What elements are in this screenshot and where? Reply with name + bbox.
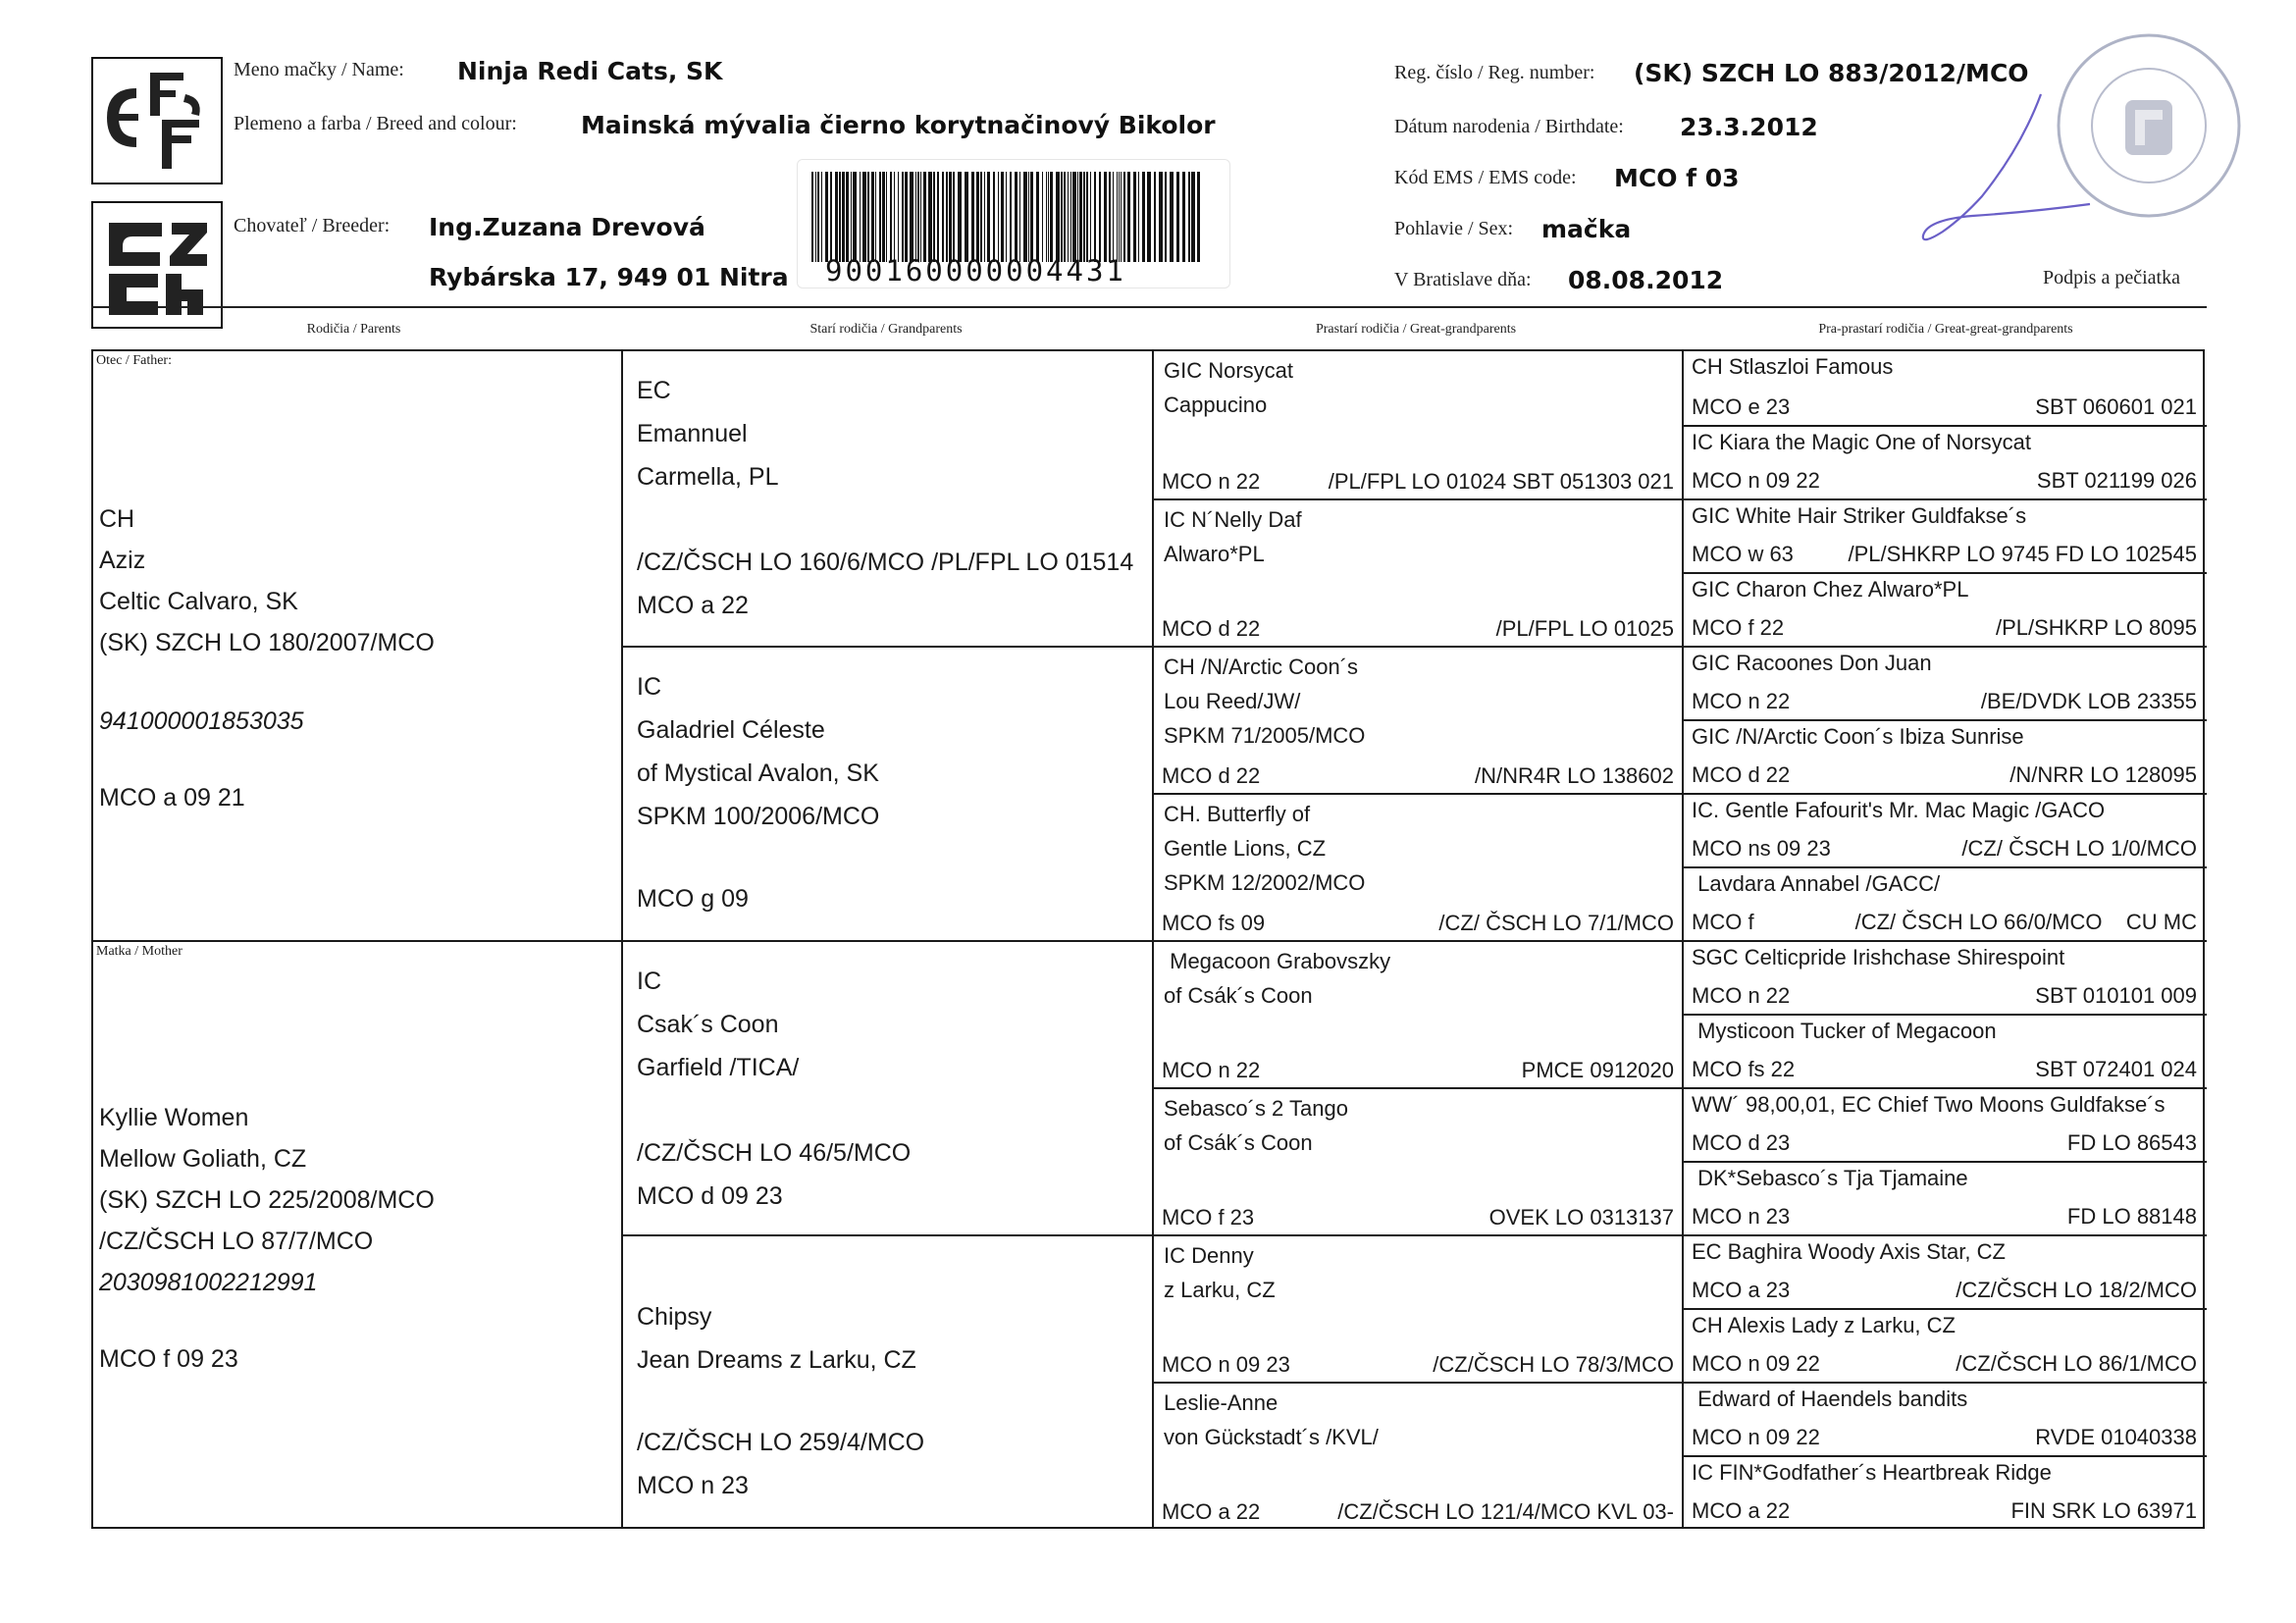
barcode-bar [1104, 172, 1107, 262]
barcode-bar [1154, 172, 1156, 262]
gp-line: of Mystical Avalon, SK [637, 759, 879, 787]
great-grandparent-cell [1154, 942, 1682, 1087]
gggp-name: GIC /N/Arctic Coon´s Ibiza Sunrise [1692, 724, 2024, 749]
header-rule [91, 306, 2207, 308]
birth-label: Dátum narodenia / Birthdate: [1394, 116, 1624, 137]
mother-cell [93, 942, 621, 1529]
barcode-bar [1015, 172, 1018, 262]
gggp-reg: /PL/SHKRP LO 8095 [1995, 615, 2197, 640]
ggp-reg: /PL/FPL LO 01025 [1495, 616, 1674, 641]
col-grandparents: Starí rodičia / Grandparents [809, 322, 963, 337]
mother-tag: Matka / Mother [96, 944, 183, 959]
gp-line: Jean Dreams z Larku, CZ [637, 1346, 916, 1374]
gggp-cell [1684, 1236, 2205, 1308]
barcode-bar [953, 172, 955, 262]
barcode-bar [815, 172, 816, 262]
gggp-cell [1684, 1016, 2205, 1087]
barcode-bar [830, 172, 832, 262]
name-label: Meno mačky / Name: [234, 59, 404, 80]
gggp-cell [1684, 351, 2205, 425]
col-great-grandparents: Prastarí rodičia / Great-grandparents [1315, 322, 1517, 337]
city-date: 08.08.2012 [1568, 266, 1724, 294]
gggp-name: GIC Racoones Don Juan [1692, 651, 1932, 675]
barcode-bar [1090, 172, 1091, 262]
barcode-bar [1023, 172, 1027, 262]
breeder-label: Chovateľ / Breeder: [234, 215, 391, 236]
barcode-bar [875, 172, 876, 262]
barcode-bars [811, 172, 1204, 262]
ggp-line: of Csák´s Coon [1164, 983, 1313, 1008]
barcode-bar [1176, 172, 1179, 262]
barcode-bar [1117, 172, 1118, 262]
ggp-line: z Larku, CZ [1164, 1278, 1276, 1302]
barcode-bar [1079, 172, 1082, 262]
birth-value: 23.3.2012 [1680, 113, 1818, 141]
ggp-reg: /PL/FPL LO 01024 SBT 051303 021 [1328, 469, 1674, 494]
gggp-reg: /PL/SHKRP LO 9745 FD LO 102545 [1848, 542, 2197, 566]
barcode-bar [976, 172, 979, 262]
barcode-bar [879, 172, 881, 262]
gggp-cell [1684, 1310, 2205, 1382]
gggp-name: IC. Gentle Fafourit's Mr. Mac Magic /GACO [1692, 798, 2106, 822]
barcode-bar [980, 172, 982, 262]
father-ems: MCO a 09 21 [99, 784, 245, 812]
sex-label: Pohlavie / Sex: [1394, 218, 1514, 239]
barcode-bar [1170, 172, 1174, 262]
great-grandparent-cell [1154, 500, 1682, 646]
barcode-bar [928, 172, 932, 262]
ggp-reg: PMCE 0912020 [1521, 1058, 1674, 1082]
gggp-name: WW´ 98,00,01, EC Chief Two Moons Guldfakse´s [1692, 1092, 2166, 1117]
gggp-name: GIC Charon Chez Alwaro*PL [1692, 577, 1969, 602]
gggp-name: Mysticoon Tucker of Megacoon [1692, 1019, 1997, 1043]
ggp-reg: /CZ/ ČSCH LO 7/1/MCO [1438, 911, 1674, 935]
ggp-ems: MCO d 22 [1162, 763, 1261, 788]
great-grandparent-cell [1154, 795, 1682, 940]
pedigree-table [91, 349, 2205, 1529]
breeder-address: Rybárska 17, 949 01 Nitra [429, 263, 789, 291]
barcode-bar [1133, 172, 1136, 262]
barcode-bar [1127, 172, 1130, 262]
ggp-ems: MCO n 09 23 [1162, 1352, 1290, 1377]
mother-reg1: (SK) SZCH LO 225/2008/MCO [99, 1186, 435, 1214]
breeder-name: Ing.Zuzana Drevová [429, 213, 705, 241]
barcode-bar [1147, 172, 1151, 262]
barcode-bar [1188, 172, 1190, 262]
barcode-bar [1119, 172, 1120, 262]
gggp-ems: MCO n 09 22 [1692, 1425, 1820, 1449]
father-reg: (SK) SZCH LO 180/2007/MCO [99, 629, 435, 656]
gggp-name: CH Alexis Lady z Larku, CZ [1692, 1313, 1956, 1337]
gp-line: MCO n 23 [637, 1472, 749, 1499]
gp-line: SPKM 100/2006/MCO [637, 803, 880, 830]
gggp-reg: /CZ/ČSCH LO 86/1/MCO [1956, 1351, 2197, 1376]
gggp-cell [1684, 574, 2205, 646]
barcode-bar [1006, 172, 1007, 262]
gggp-ems: MCO a 23 [1692, 1278, 1791, 1302]
barcode-number: 900160000004431 [825, 254, 1126, 288]
barcode-bar [920, 172, 921, 262]
great-grandparent-cell [1154, 648, 1682, 793]
father-tag: Otec / Father: [96, 353, 172, 368]
gp-line: Emannuel [637, 420, 748, 447]
ggp-reg: /CZ/ČSCH LO 121/4/MCO KVL 03- [1337, 1499, 1674, 1524]
barcode-bar [1109, 172, 1111, 262]
gggp-ems: MCO d 23 [1692, 1130, 1791, 1155]
barcode-bar [839, 172, 841, 262]
gggp-ems: MCO fs 22 [1692, 1057, 1796, 1081]
barcode-bar [998, 172, 999, 262]
barcode-bar [835, 172, 838, 262]
barcode-bar [817, 172, 819, 262]
barcode-bar [871, 172, 874, 262]
gggp-ems: MCO e 23 [1692, 394, 1791, 419]
signature [1913, 88, 2110, 255]
gggp-ems: MCO a 22 [1692, 1498, 1791, 1523]
ggp-line: Gentle Lions, CZ [1164, 836, 1327, 861]
col-great-great-grandparents: Pra-prastarí rodičia / Great-great-grandparents [1818, 322, 2073, 337]
ggp-line: IC N´Nelly Daf [1164, 507, 1302, 532]
gp-line: MCO g 09 [637, 885, 749, 913]
mother-reg2: /CZ/ČSCH LO 87/7/MCO [99, 1228, 374, 1255]
gggp-reg: RVDE 01040338 [2035, 1425, 2197, 1449]
great-grandparent-cell [1154, 351, 1682, 498]
cat-name: Ninja Redi Cats, SK [457, 57, 723, 85]
gggp-cell [1684, 942, 2205, 1014]
gp-line: MCO a 22 [637, 592, 749, 619]
gggp-name: SGC Celticpride Irishchase Shirespoint [1692, 945, 2065, 969]
barcode-bar [1036, 172, 1039, 262]
gggp-reg: FD LO 86543 [2066, 1130, 2197, 1155]
signature-scribble [1913, 88, 2110, 255]
gggp-ems: MCO n 09 22 [1692, 1351, 1820, 1376]
barcode-bar [1001, 172, 1004, 262]
barcode-bar [942, 172, 944, 262]
barcode-bar [1010, 172, 1012, 262]
gggp-ems: MCO n 23 [1692, 1204, 1791, 1229]
szch-logo [91, 201, 223, 329]
ems-value: MCO f 03 [1614, 164, 1740, 192]
barcode-bar [846, 172, 849, 262]
mother-name1: Kyllie Women [99, 1104, 249, 1131]
gggp-ems: MCO n 22 [1692, 689, 1791, 713]
barcode-bar [1028, 172, 1029, 262]
gggp-reg: SBT 072401 024 [2035, 1057, 2197, 1081]
gggp-reg: /CZ/ČSCH LO 18/2/MCO [1956, 1278, 2197, 1302]
grandparent-cell [623, 1236, 1152, 1529]
father-cell [93, 351, 621, 940]
ggp-line: Cappucino [1164, 393, 1268, 417]
great-grandparent-cell [1154, 1089, 1682, 1234]
barcode-bar [811, 172, 813, 262]
ems-label: Kód EMS / EMS code: [1394, 167, 1577, 188]
barcode-bar [958, 172, 962, 262]
gggp-reg: FIN SRK LO 63971 [2010, 1498, 2197, 1523]
gggp-ems: MCO n 22 [1692, 983, 1791, 1008]
sex-value: mačka [1541, 215, 1632, 243]
gggp-reg: /BE/DVDK LOB 23355 [1980, 689, 2197, 713]
barcode-bar [1182, 172, 1185, 262]
gggp-cell [1684, 1163, 2205, 1234]
barcode-bar [1019, 172, 1020, 262]
ggp-line: GIC Norsycat [1164, 358, 1294, 383]
barcode-bar [1046, 172, 1047, 262]
ggp-ems: MCO n 22 [1162, 1058, 1261, 1082]
gp-line: Csak´s Coon [637, 1011, 779, 1038]
barcode-bar [987, 172, 990, 262]
father-name1: Aziz [99, 547, 146, 574]
gggp-name: CH Stlaszloi Famous [1692, 354, 1894, 379]
fife-logo-icon [93, 59, 221, 183]
barcode-bar [1159, 172, 1163, 262]
barcode-bar [1048, 172, 1049, 262]
gggp-name: IC FIN*Godfather´s Heartbreak Ridge [1692, 1460, 2052, 1485]
barcode-bar [894, 172, 895, 262]
barcode-bar [1050, 172, 1053, 262]
mother-ems: MCO f 09 23 [99, 1345, 238, 1373]
barcode-bar [1083, 172, 1085, 262]
barcode-bar [1094, 172, 1096, 262]
gggp-name: DK*Sebasco´s Tja Tjamaine [1692, 1166, 1968, 1190]
barcode-bar [1030, 172, 1033, 262]
gggp-reg: SBT 060601 021 [2035, 394, 2197, 419]
barcode-bar [882, 172, 885, 262]
father-title: CH [99, 505, 135, 533]
gggp-reg: SBT 010101 009 [2035, 983, 2197, 1008]
ggp-line: IC Denny [1164, 1243, 1254, 1268]
great-grandparent-cell [1154, 1236, 1682, 1382]
barcode-bar [949, 172, 952, 262]
ggp-ems: MCO n 22 [1162, 469, 1261, 494]
ggp-line: CH. Butterfly of [1164, 802, 1311, 826]
barcode-bar [890, 172, 892, 262]
ggp-line: Alwaro*PL [1164, 542, 1265, 566]
ggp-line: Leslie-Anne [1164, 1390, 1278, 1415]
gp-line: /CZ/ČSCH LO 160/6/MCO /PL/FPL LO 01514 [637, 549, 1134, 576]
gggp-name: EC Baghira Woody Axis Star, CZ [1692, 1239, 2006, 1264]
city-label: V Bratislave dňa: [1394, 269, 1532, 290]
gp-line: IC [637, 968, 661, 995]
gggp-name: GIC White Hair Striker Guldfakse´s [1692, 503, 2027, 528]
grandparent-cell [623, 648, 1152, 940]
ggp-line: SPKM 12/2002/MCO [1164, 870, 1366, 895]
ggp-line: von Gückstadt´s /KVL/ [1164, 1425, 1379, 1449]
barcode-bar [1061, 172, 1063, 262]
gggp-cell [1684, 1457, 2205, 1529]
barcode-bar [842, 172, 845, 262]
gggp-ems: MCO f [1692, 910, 1754, 934]
szch-logo-icon [93, 203, 221, 327]
great-grandparent-cell [1154, 1384, 1682, 1529]
gggp-cell [1684, 868, 2205, 940]
ggp-line: Lou Reed/JW/ [1164, 689, 1301, 713]
ggp-reg: OVEK LO 0313137 [1488, 1205, 1674, 1230]
barcode-bar [1197, 172, 1200, 262]
gggp-cell [1684, 500, 2205, 572]
barcode-bar [1042, 172, 1043, 262]
ggp-ems: MCO a 22 [1162, 1499, 1261, 1524]
barcode-bar [905, 172, 908, 262]
barcode-bar [923, 172, 926, 262]
reg-label: Reg. číslo / Reg. number: [1394, 62, 1595, 83]
fife-logo [91, 57, 223, 184]
barcode-bar [1138, 172, 1139, 262]
gggp-name: Edward of Haendels bandits [1692, 1387, 1968, 1411]
gp-line: Chipsy [637, 1303, 712, 1331]
barcode-bar [1191, 172, 1195, 262]
barcode-bar [821, 172, 822, 262]
gggp-name: IC Kiara the Magic One of Norsycat [1692, 430, 2032, 454]
barcode-bar [898, 172, 899, 262]
barcode-bar [860, 172, 861, 262]
gggp-ems: MCO w 63 [1692, 542, 1794, 566]
gp-line: IC [637, 673, 661, 701]
mother-chip: 2030981002212991 [99, 1269, 318, 1296]
barcode-bar [1099, 172, 1101, 262]
barcode-bar [965, 172, 968, 262]
gggp-name: Lavdara Annabel /GACC/ [1692, 871, 1941, 896]
ggp-line: SPKM 71/2005/MCO [1164, 723, 1366, 748]
barcode-bar [937, 172, 939, 262]
father-name2: Celtic Calvaro, SK [99, 588, 298, 615]
barcode-bar [971, 172, 974, 262]
barcode-bar [933, 172, 935, 262]
barcode-bar [1165, 172, 1167, 262]
barcode-bar [825, 172, 828, 262]
ggp-line: of Csák´s Coon [1164, 1130, 1313, 1155]
gggp-cell [1684, 1089, 2205, 1161]
gp-line: MCO d 09 23 [637, 1182, 783, 1210]
barcode-bar [1072, 172, 1076, 262]
gp-line: /CZ/ČSCH LO 259/4/MCO [637, 1429, 925, 1456]
col-parents: Rodičia / Parents [306, 322, 401, 337]
barcode-bar [1113, 172, 1114, 262]
gggp-cell [1684, 427, 2205, 498]
gp-line: Galadriel Céleste [637, 716, 825, 744]
barcode-bar [886, 172, 887, 262]
grandparent-cell [623, 351, 1152, 646]
gggp-cell [1684, 648, 2205, 719]
reg-value: (SK) SZCH LO 883/2012/MCO [1634, 59, 2029, 87]
ggp-reg: /N/NR4R LO 138602 [1475, 763, 1674, 788]
barcode-bar [1123, 172, 1125, 262]
ggp-ems: MCO fs 09 [1162, 911, 1266, 935]
gggp-reg: SBT 021199 026 [2036, 468, 2197, 493]
gggp-reg: /N/NRR LO 128095 [2009, 762, 2197, 787]
barcode-bar [993, 172, 995, 262]
gggp-cell [1684, 795, 2205, 866]
gp-line: EC [637, 377, 671, 404]
gp-line: /CZ/ČSCH LO 46/5/MCO [637, 1139, 912, 1167]
ggp-line: CH /N/Arctic Coon´s [1164, 654, 1359, 679]
barcode-bar [902, 172, 904, 262]
grandparent-cell [623, 942, 1152, 1234]
gggp-cell [1684, 721, 2205, 793]
barcode-bar [1121, 172, 1122, 262]
barcode-bar [984, 172, 985, 262]
gp-line: Garfield /TICA/ [637, 1054, 800, 1081]
gp-line: Carmella, PL [637, 463, 779, 491]
barcode-bar [1077, 172, 1078, 262]
ggp-ems: MCO f 23 [1162, 1205, 1255, 1230]
barcode-bar [917, 172, 919, 262]
barcode-bar [1056, 172, 1060, 262]
barcode-bar [867, 172, 869, 262]
gggp-reg: /CZ/ ČSCH LO 1/0/MCO [1961, 836, 2197, 861]
barcode [797, 159, 1230, 288]
ggp-line: Megacoon Grabovszky [1164, 949, 1391, 973]
gggp-cell [1684, 1384, 2205, 1455]
gggp-ems: MCO n 09 22 [1692, 468, 1820, 493]
barcode-bar [1086, 172, 1088, 262]
gggp-reg: FD LO 88148 [2066, 1204, 2197, 1229]
barcode-bar [853, 172, 857, 262]
barcode-bar [851, 172, 852, 262]
gggp-ems: MCO ns 09 23 [1692, 836, 1831, 861]
gggp-reg: /CZ/ ČSCH LO 66/0/MCO CU MC [1854, 910, 2197, 934]
father-chip: 941000001853035 [99, 707, 304, 735]
barcode-bar [915, 172, 916, 262]
barcode-bar [1068, 172, 1069, 262]
breed-label: Plemeno a farba / Breed and colour: [234, 113, 517, 134]
barcode-bar [862, 172, 866, 262]
barcode-bar [1070, 172, 1071, 262]
breed-value: Mainská mývalia čierno korytnačinový Bikolor [581, 111, 1216, 139]
gggp-ems: MCO f 22 [1692, 615, 1785, 640]
barcode-bar [1142, 172, 1145, 262]
gggp-ems: MCO d 22 [1692, 762, 1791, 787]
mother-name2: Mellow Goliath, CZ [99, 1145, 307, 1173]
signature-label: Podpis a pečiatka [2043, 267, 2180, 288]
ggp-line: Sebasco´s 2 Tango [1164, 1096, 1348, 1121]
barcode-bar [1064, 172, 1066, 262]
barcode-bar [910, 172, 913, 262]
barcode-bar [946, 172, 948, 262]
ggp-reg: /CZ/ČSCH LO 78/3/MCO [1433, 1352, 1674, 1377]
ggp-ems: MCO d 22 [1162, 616, 1261, 641]
